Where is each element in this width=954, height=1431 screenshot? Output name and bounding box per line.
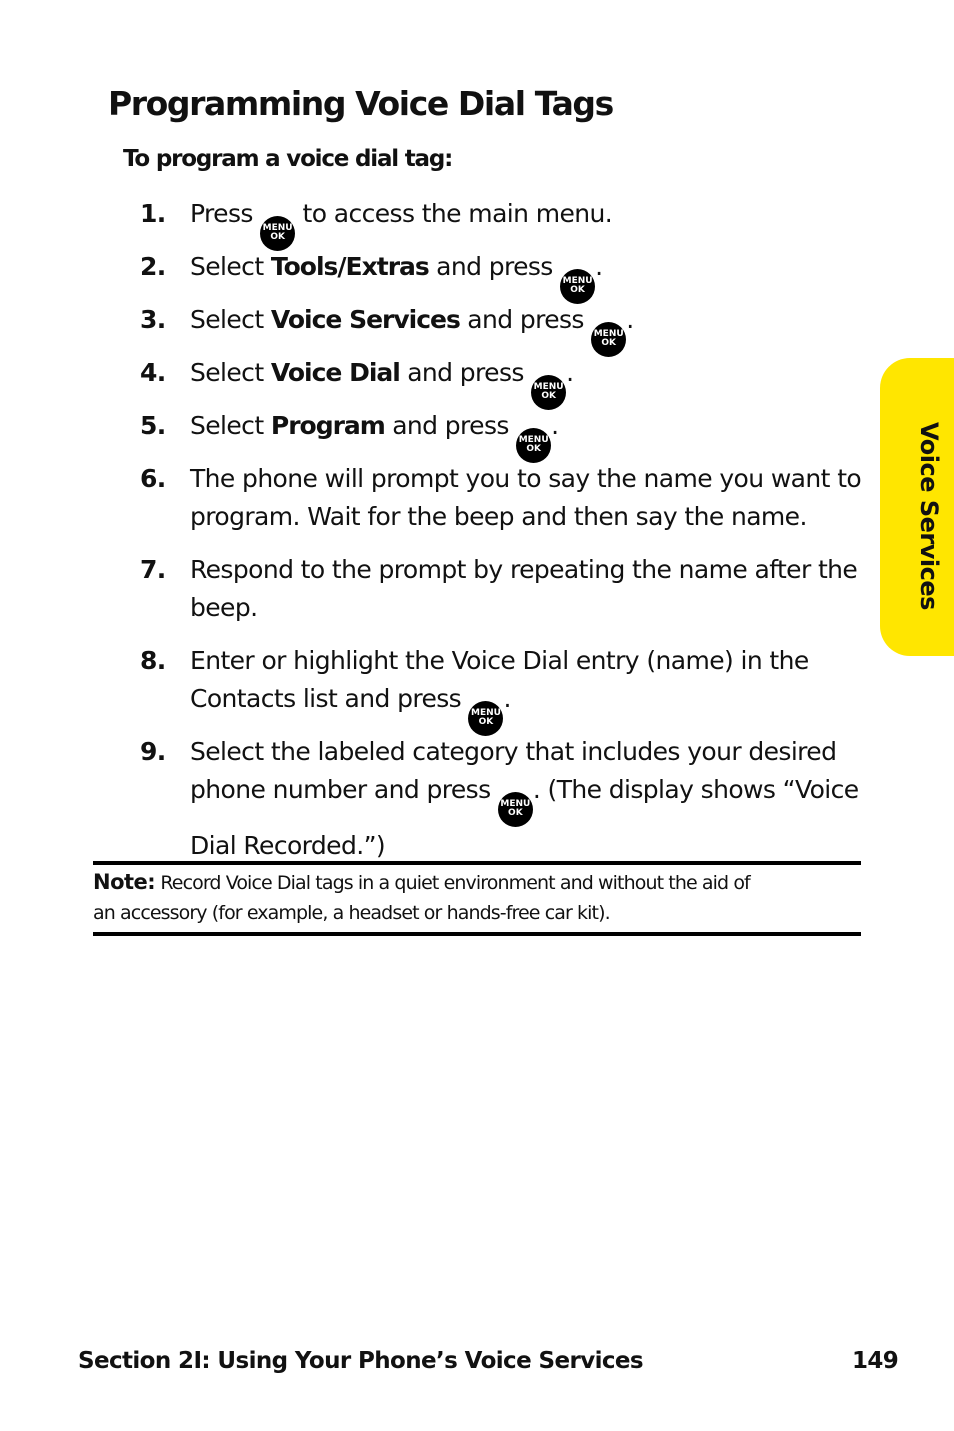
step-text xyxy=(190,642,860,736)
note-line: an accessory (for example, a headset or hands-free car kit). xyxy=(93,902,610,924)
step-text xyxy=(190,301,860,357)
page-title: Programming Voice Dial Tags xyxy=(108,84,613,123)
step-line: Dial Recorded.”) xyxy=(190,830,386,860)
procedure-heading: To program a voice dial tag: xyxy=(123,146,453,172)
step-number: 7. xyxy=(140,555,166,584)
step-line: Enter or highlight the Voice Dial entry (name) in the xyxy=(190,646,809,675)
note-bottom-rule xyxy=(93,932,861,936)
step-number: 5. xyxy=(140,411,166,440)
menu-ok-icon: MENU OK xyxy=(498,792,533,827)
step-number: 6. xyxy=(140,464,166,493)
step-number: 9. xyxy=(140,737,166,766)
step-line: Select Program and press MENU OK . xyxy=(190,407,860,463)
footer-section-title: Section 2I: Using Your Phone’s Voice Services xyxy=(78,1348,644,1374)
step-number: 3. xyxy=(140,305,166,334)
step-text xyxy=(190,248,860,304)
menu-ok-icon: MENU OK xyxy=(516,428,551,463)
step-line: beep. xyxy=(190,593,258,622)
step-text xyxy=(190,407,860,463)
step-text xyxy=(190,354,860,410)
step-line: Select Tools/Extras and press MENU OK . xyxy=(190,248,860,304)
menu-ok-icon: MENU OK xyxy=(260,216,295,251)
menu-path: Program xyxy=(270,411,385,440)
note-label: Note: xyxy=(93,870,156,894)
step-line: Select Voice Dial and press MENU OK . xyxy=(190,354,860,410)
step-line: Respond to the prompt by repeating the name after the xyxy=(190,555,858,584)
step-text xyxy=(190,195,860,251)
step-line: phone number and press MENU OK . (The display shows “Voice xyxy=(190,771,860,827)
note-line xyxy=(93,867,861,898)
step-number: 4. xyxy=(140,358,166,387)
step-number: 8. xyxy=(140,646,166,675)
menu-ok-icon: MENU OK xyxy=(560,269,595,304)
step-number: 1. xyxy=(140,199,166,228)
menu-path: Voice Dial xyxy=(270,358,400,387)
menu-path: Tools/Extras xyxy=(270,252,429,281)
note-text: Record Voice Dial tags in a quiet environment and without the aid of xyxy=(155,872,750,894)
step-line: Select Voice Services and press MENU OK . xyxy=(190,301,860,357)
step-text xyxy=(190,460,860,536)
note-top-rule xyxy=(93,861,861,865)
step-line: Press MENU OK to access the main menu. xyxy=(190,195,860,251)
section-tab-label: Voice Services xyxy=(915,422,943,610)
menu-ok-icon: MENU OK xyxy=(468,701,503,736)
step-line: The phone will prompt you to say the name you want to xyxy=(190,464,862,493)
step-line: program. Wait for the beep and then say the name. xyxy=(190,502,807,531)
menu-ok-icon: MENU OK xyxy=(531,375,566,410)
step-text xyxy=(190,551,860,627)
step-line: Contacts list and press MENU OK . xyxy=(190,680,860,736)
step-number: 2. xyxy=(140,252,166,281)
step-line: Select the labeled category that includes your desired xyxy=(190,737,837,766)
step-text xyxy=(190,733,860,865)
page-number: 149 xyxy=(852,1348,899,1374)
note-box xyxy=(93,867,861,928)
menu-path: Voice Services xyxy=(270,305,460,334)
menu-ok-icon: MENU OK xyxy=(591,322,626,357)
